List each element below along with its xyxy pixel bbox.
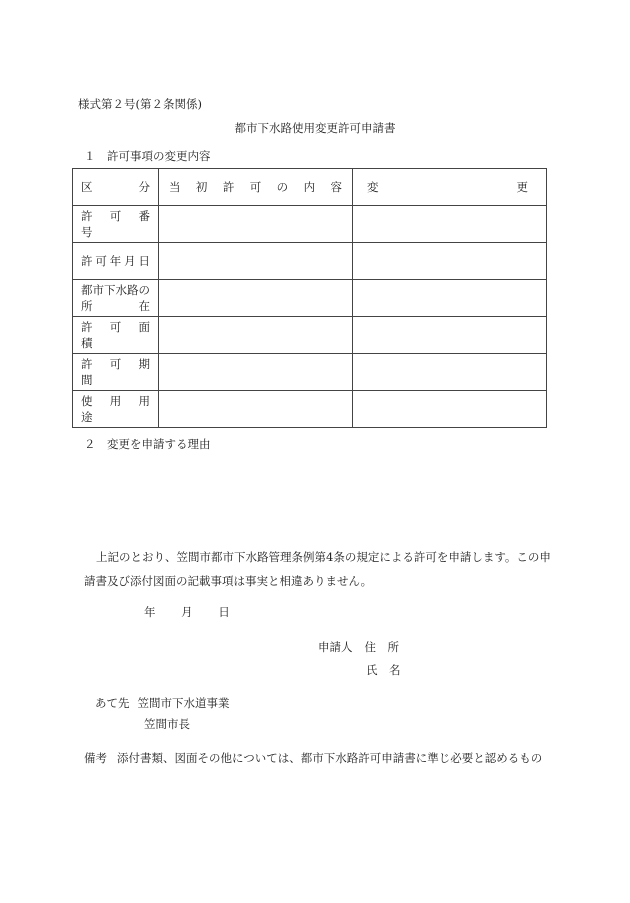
row-label-location-line2: 所 在 xyxy=(81,299,150,313)
cell-original-permit-area[interactable] xyxy=(159,317,353,354)
cell-change-permit-period[interactable] xyxy=(353,354,547,391)
remarks-line xyxy=(84,750,542,766)
row-label-location-line1: 都市下水路の xyxy=(81,283,150,297)
row-label-permit-period: 許 可 期 間 xyxy=(81,357,162,387)
change-details-table xyxy=(72,168,547,428)
addressee-mayor: 笠間市長 xyxy=(144,717,190,731)
applicant-address-label: 住 所 xyxy=(364,640,399,654)
declaration-text: 上記のとおり、笠間市都市下水路管理条例第4条の規定による許可を申請します。この申請書及び添付図面の記載事項は事実と相違ありません。 xyxy=(84,550,551,588)
addressee-line1 xyxy=(95,695,230,711)
row-label-usage-purpose: 使 用 用 途 xyxy=(81,394,162,424)
addressee-label: あて先 xyxy=(95,696,130,710)
date-day-label: 日 xyxy=(218,605,230,619)
table-header-row xyxy=(73,169,547,206)
date-line xyxy=(144,604,252,620)
cell-change-permit-number[interactable] xyxy=(353,206,547,243)
table-row xyxy=(73,317,547,354)
table-row xyxy=(73,391,547,428)
col-header-change: 変 更 xyxy=(367,180,528,194)
table-row xyxy=(73,206,547,243)
col-header-original-permit: 当 初 許 可 の 内 容 xyxy=(169,180,342,194)
cell-original-usage-purpose[interactable] xyxy=(159,391,353,428)
row-label-permit-number: 許 可 番 号 xyxy=(81,209,162,239)
applicant-address-line xyxy=(318,639,399,655)
addressee-org: 笠間市下水道事業 xyxy=(137,696,230,710)
row-label-permit-area: 許 可 面 積 xyxy=(81,320,162,350)
table-row xyxy=(73,243,547,280)
cell-original-location[interactable] xyxy=(159,280,353,317)
document-title: 都市下水路使用変更許可申請書 xyxy=(234,121,396,135)
section2-heading: ２ 変更を申請する理由 xyxy=(84,437,211,451)
cell-change-location[interactable] xyxy=(353,280,547,317)
section1-heading: １ 許可事項の変更内容 xyxy=(84,149,211,163)
table-row xyxy=(73,280,547,317)
cell-original-permit-date[interactable] xyxy=(159,243,353,280)
row-label-permit-date: 許可年月日 xyxy=(81,254,150,268)
form-number: 様式第２号(第２条関係) xyxy=(78,97,202,111)
cell-original-permit-period[interactable] xyxy=(159,354,353,391)
applicant-name-label: 氏 名 xyxy=(366,663,401,677)
remarks-label: 備考 xyxy=(84,751,107,765)
cell-original-permit-number[interactable] xyxy=(159,206,353,243)
col-header-category: 区 分 xyxy=(81,180,150,194)
remarks-text: 添付書類、図面その他については、都市下水路許可申請書に準じ必要と認めるもの xyxy=(117,751,543,765)
date-year-label: 年 xyxy=(144,605,156,619)
declaration-paragraph xyxy=(84,545,554,593)
cell-change-permit-date[interactable] xyxy=(353,243,547,280)
applicant-label: 申請人 xyxy=(318,640,353,654)
cell-change-permit-area[interactable] xyxy=(353,317,547,354)
table-row xyxy=(73,354,547,391)
cell-change-usage-purpose[interactable] xyxy=(353,391,547,428)
date-month-label: 月 xyxy=(181,605,193,619)
